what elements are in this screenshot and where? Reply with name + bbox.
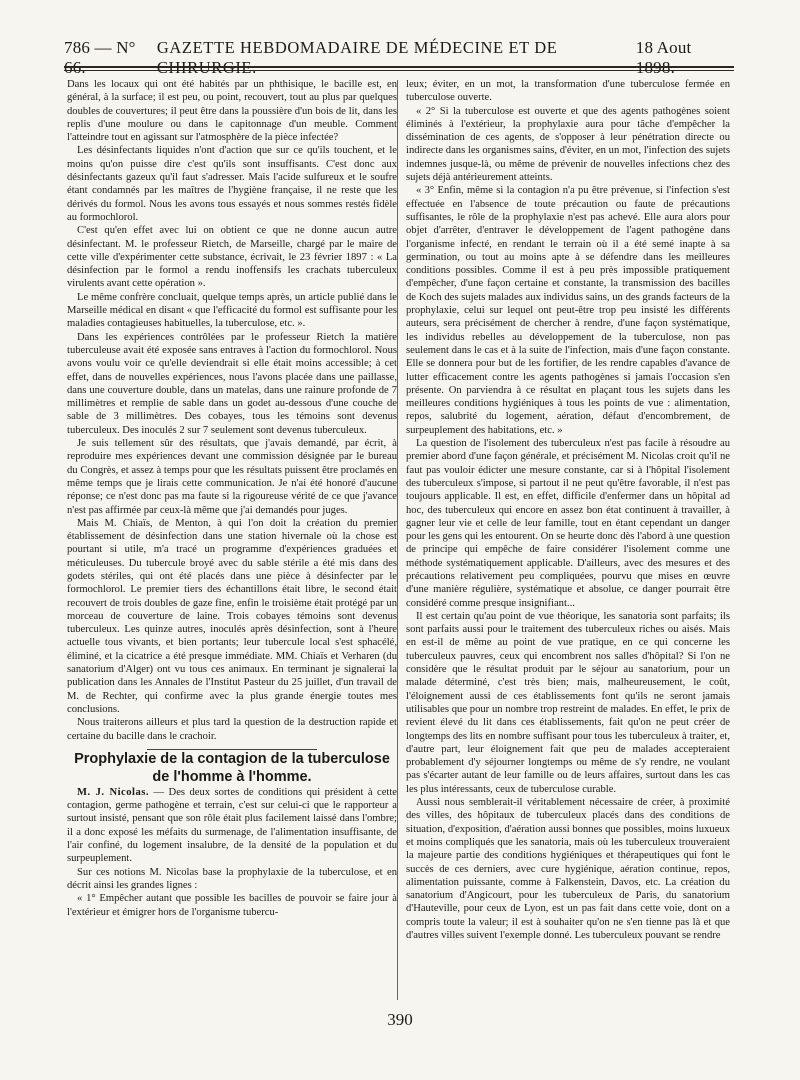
column-divider <box>397 80 398 1000</box>
issue-date: 18 Aout <box>635 38 692 57</box>
paragraph: Aussi nous semblerait-il véritablement nécessaire de créer, à proximité des villes, des hôpitaux de tuberculeux placés dans des conditions de situation, d'exposition, d'aération aussi bonnes que possibles, moins luxueux et moins compliqués que les sanatoria, mais où les tuberculeux trouveraient la majeure partie des conditions hygiéniques et thérapeutiques qui font le succès de ces derniers, avec cure hygiénique, aération continue, repos, alimentation puissante, comme à Falkenstein, Davos, etc. La création du sanatorium d'Angicourt, pour les tuberculeux de Paris, du sanatorium d'Hauteville, pour ceux de Lyon, est un pas fait dans cette voie, dont on a compris toute la valeur; il est à souhaiter qu'on ne s'en tienne pas là et que d'autres villes suivent l'exemple donné. Les tuberculeux pouvant se rendre <box>406 797 730 941</box>
paragraph: Les désinfectants liquides n'ont d'action que sur ce qu'ils touchent, et le moins qu'on puisse dire c'est qu'ils sont insuffisants. C'est donc aux désinfectants gazeux qu'il faut s'adresser. Mais l'acide sulfureux et le soufre étant condamnés par les maîtres de l'hygiène française, il ne reste que les dérivés du formol. Nous les avons tous essayés et nous sommes restés fidèle au formochlorol. <box>67 145 397 223</box>
paragraph: Nous traiterons ailleurs et plus tard la question de la destruction rapide et certaine du bacille dans le crachoir. <box>67 717 397 742</box>
paragraph: La question de l'isolement des tuberculeux n'est pas facile à résoudre au premier abord d'une façon générale, et précisément M. Nicolas croit qu'il ne faut pas vouloir édicter une mesure constante, car si à l'hôpital l'isolement des tuberculeux s'impose, si partout il ne peut qu'être favorable, il n'est pas toujours applicable. Il est, en effet, difficile d'enfermer dans un hôpital ad hoc, des tuberculeux qui encore en assez bon état continuent à travailler, à gagner leur vie et celle de leur famille, tout en étant cependant un danger pour les gens qui les entourent. On se heurte donc dès l'abord à une question de principe qui empêche de faire considérer l'isolement comme une méthode systématiquement applicable. D'ailleurs, avec des mesures et des précautions relativement peu compliquées, pourvu que mises en œuvre d'une manière régulière, systématique et absolue, ce danger pourrait être considéré comme presque insignifiant... <box>406 438 730 609</box>
section-title: Prophylaxie de la contagion de la tuberculose de l'homme à l'homme. <box>74 750 390 785</box>
page-number-issue: 786 — N° <box>64 38 136 57</box>
paragraph: C'est qu'en effet avec lui on obtient ce que ne donne aucun autre désinfectant. M. le professeur Rietch, de Marseille, chargé par le maire de cette ville d'expérimenter cette substance, écrivait, le 23 février 1897 : « La désinfection par le formol a rendu inoffensifs les crachats tuberculeux virulents avant cette opération ». <box>67 225 397 290</box>
header-rule-thick <box>64 66 734 68</box>
paragraph: Sur ces notions M. Nicolas base la prophylaxie de la tuberculose, et en décrit ainsi les grandes lignes : <box>67 866 397 891</box>
journal-title: GAZETTE HEBDOMADAIRE DE MÉDECINE ET DE <box>156 38 558 57</box>
paragraph: leux; éviter, en un mot, la transformation d'une tuberculose fermée en tuberculose ouverte. <box>406 79 730 104</box>
author-name: M. J. Nicolas. <box>77 786 150 798</box>
paragraph: Le même confrère concluait, quelque temps après, un article publié dans le Marseille médical en disant « que l'efficacité du formol est suffisante pour les maladies contagieuses habituelles, la tuberculose, etc. ». <box>67 291 397 330</box>
paragraph: « 2° Si la tuberculose est ouverte et que des agents pathogènes soient éliminés à l'extérieur, la prophylaxie aura pour tâche d'empêcher la dissémination de ces agents, de s'opposer à leur pénétration directe ou indirecte dans les organismes sains, d'éviter, en un mot, l'infection des sujets indemnes jusque-là, ou même de prévenir de nouvelles infections chez des sujets déjà antérieurement atteints. <box>406 105 730 184</box>
running-header <box>64 38 730 64</box>
paragraph: Il est certain qu'au point de vue théorique, les sanatoria sont parfaits; ils sont parfaits aussi pour le traitement des tuberculeux riches ou aisés. Mais en est-il de même au point de vue pratique, en ce qui concerne les tuberculeux pauvres, ceux qui encombrent nos salles d'hôpital? Si l'on ne considère que le résultat produit par le séjour au sanatorium, pour un malade déterminé, c'est très bien; mais, malheureusement, le coût, l'éloignement aussi de ces établissements font qu'ils ne seront jamais utilisables que pour un nombre trop restreint de malades. En effet, le prix de revient élevé du lit dans ces établissements, fait qu'on ne peut créer de longtemps des lits en nombre suffisant pour tous les tuberculeux à traiter, et, d'autre part, leur éloignement fait que peu de malades accepteraient probablement d'y séjourner longtemps ou même de s'y rendre, ne voulant pas s'écarter autant de leur famille ou de leurs affaires, surtout dans les cas les plus intéressants, ceux de tuberculose curable. <box>406 610 730 795</box>
paragraph: « 1° Empêcher autant que possible les bacilles de pouvoir se faire jour à l'extérieur et émigrer hors de l'organisme tubercu- <box>67 893 397 918</box>
paragraph: Je suis tellement sûr des résultats, que j'avais demandé, par écrit, à reproduire mes expériences devant une commission désignée par le bureau du Congrès, et assez à temps pour que les résultats puissent être proclamés en même temps que je lirais cette communication. Je n'ai été honoré d'aucune réponse; ce n'est donc pas ma faute si la rigoureuse vérité de ce que j'avance n'est pas affirmée par ceux-là même que j'ai demandés pour juges. <box>67 438 397 516</box>
paragraph: Dans les expériences contrôlées par le professeur Rietch la matière tuberculeuse avait été exposée sans entraves à l'action du formochlorol. Nous avons voulu voir ce qu'elle deviendrait si elle était moins accessible; à cet effet, dans de nouvelles expériences, nous l'avons placée dans une paillasse, dans une couverture double, dans un matelas, dans une rainure profonde de 7 millimètres et remplie de sable dans un godet au-dessous d'une couche de sable de 3 millimètres. Des cobayes, tous les témoins sont devenus tuberculeux. Des inoculés 2 sur 7 seulement sont devenus tuberculeux. <box>67 331 397 436</box>
right-column <box>406 78 730 1008</box>
author-paragraph-text: — Des deux sortes de conditions qui président à cette contagion, germe pathogène et terrain, c'est sur celui-ci que le rapporteur a surtout insisté, pensant que son rôle était plus facilement laissé dans l'ombre; il a donc exposé les méfaits du surmenage, de l'alimentation insuffisante, de l'air confiné, du logement insalubre, de la densité de la population et du surpeuplement. <box>67 786 397 865</box>
paragraph: Dans les locaux qui ont été habités par un phthisique, le bacille est, en général, à la surface; il est peu, ou point, recouvert, tout au plus par quelques doubles de couvertures; il peut être dans la poussière d'un bois de lit, dans les replis d'une moulure ou dans le capitonnage d'un meuble. Comment l'atteindre tout en agissant sur l'atmosphère de la pièce infectée? <box>67 79 397 144</box>
author-paragraph <box>67 786 397 866</box>
left-column <box>67 78 397 1008</box>
paragraph: Mais M. Chiaïs, de Menton, à qui l'on doit la création du premier établissement de désinfection dans une station hivernale où la chose est pourtant si utile, m'a tracé un programme d'expériences graduées et méticuleuses. Du tubercule broyé avec du sable stérile a été mis dans des godets stériles, qui ont été placés dans une pièce à désinfecter par le formochlorol. Le premier tiers des échantillons était libre, le second était recouvert de trois doubles de gaze fine, enfin le troisième était protégé par un morceau de couverture de laine. Trois cobayes témoins sont devenus tuberculeux. Les quinze autres, inoculés après désinfection, sont à l'heure actuelle tous vivants, et bien portants; leur tubercule local s'est sphacélé, éliminé, et la cicatrice a été presque immédiate. MM. Chiaïs et Verharen (du sanatorium d'Alger) ont vu tous ces animaux. En terminant je signalerai la publication dans les Annales de l'Institut Pasteur du 25 juillet, d'un travail de M. de Rechter, qui confirme avec la plus grande énergie toutes mes conclusions. <box>67 517 397 715</box>
paragraph: « 3° Enfin, même si la contagion n'a pu être prévenue, si l'infection s'est effectuée en l'absence de toute précaution ou faute de précautions suffisantes, le rôle de la prophylaxie n'est pas achevé. Elle aura alors pour objet d'arrêter, d'entraver le développement de l'agent pathogène dans l'organisme infecté, en rendant le terrain où il a été semé inapte à sa germination, ou tout au moins apte à se défendre dans les meilleures conditions possibles. Comme il est à peu près impossible pratiquement d'empêcher, d'une façon certaine et constante, la transmission des bacilles de Koch des sujets malades aux individus sains, un des grands facteurs de la prophylaxie, celui sur lequel ont peut-être trop peu insisté les différents auteurs, sera précisément de chercher à rendre, d'une façon systématique, les individus rebelles au développement de la tuberculose, non pas seulement dans le cas et à la suite de l'infection, mais d'une façon constante. Elle se donnera pour but de les fortifier, de les rendre capables d'avance de lutter efficacement contre les agents pathogènes si jamais l'occasion s'en présente. On parviendra à ce résultat en plaçant tous les sujets dans les meilleures conditions hygiéniques à tous les points de vue : alimentation, repos, salubrité du logement, aération, défaut d'encombrement, de surpeuplement des habitations, etc. » <box>406 185 730 436</box>
folio-number: 390 <box>387 1010 413 1029</box>
header-rule-thin <box>64 70 734 71</box>
